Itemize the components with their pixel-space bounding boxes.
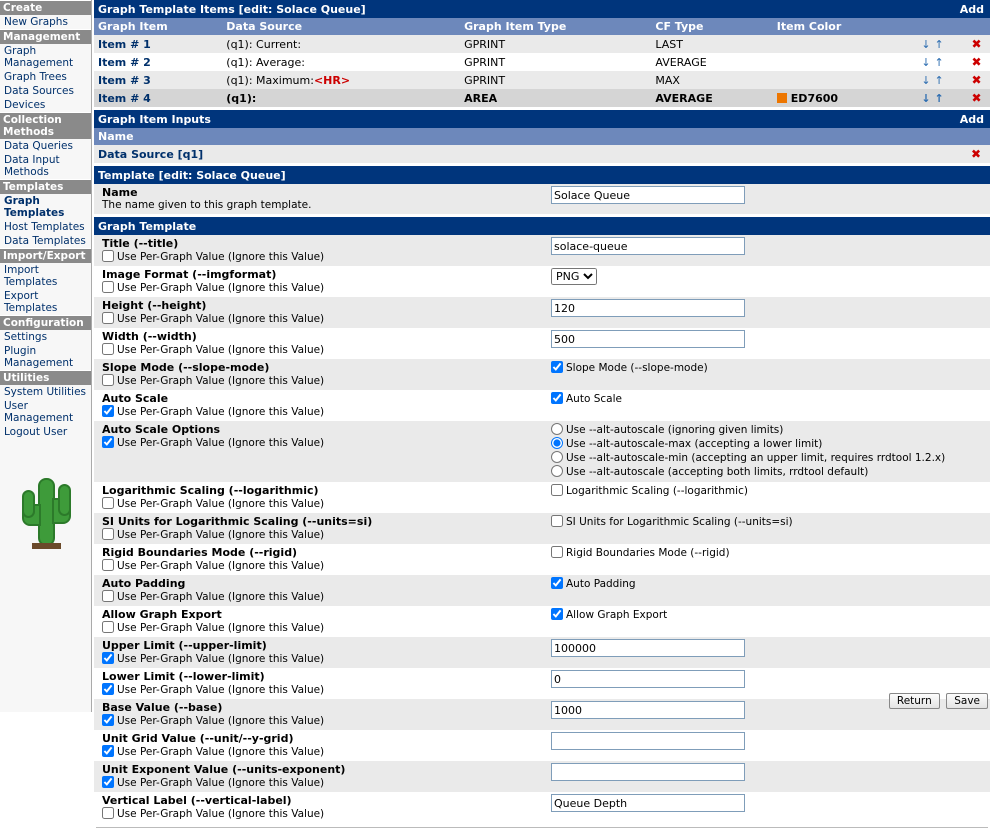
- table-row: [94, 71, 990, 89]
- input-width-width[interactable]: [551, 330, 745, 348]
- radio-input-0[interactable]: [551, 423, 563, 435]
- field-label: Allow Graph Export: [102, 608, 222, 621]
- graph-template-title: Graph Template: [98, 219, 197, 233]
- per-graph-value-toggle[interactable]: [98, 683, 324, 696]
- sidebar-item-graph-templates[interactable]: Graph Templates: [4, 195, 65, 219]
- checkbox-input-allow-graph-export[interactable]: [551, 608, 563, 620]
- graph-item-type-cell: GPRINT: [460, 35, 651, 53]
- col-name: Name: [94, 128, 962, 145]
- sidebar-item-data-input-methods[interactable]: Data Input Methods: [4, 154, 60, 178]
- field-row-vertical-label-vertical-label: [94, 792, 990, 823]
- per-graph-value-toggle[interactable]: [98, 807, 324, 820]
- checkbox-label: Allow Graph Export: [566, 609, 668, 621]
- per-graph-value-label: Use Per-Graph Value (Ignore this Value): [117, 622, 325, 634]
- sidebar-item-graph-management[interactable]: Graph Management: [4, 45, 74, 69]
- checkbox-input-rigid-boundaries-mode-rigid[interactable]: [551, 546, 563, 558]
- graph-item-inputs-title: Graph Item Inputs: [98, 112, 211, 126]
- radio-label: Use --alt-autoscale-max (accepting a lower limit): [566, 438, 823, 450]
- graph-item-inputs-table: [94, 110, 990, 163]
- field-control-cell: [547, 575, 990, 606]
- checkbox-allow-graph-export[interactable]: [551, 609, 667, 621]
- graph-template-items-header: [94, 0, 990, 18]
- field-label: Vertical Label (--vertical-label): [102, 794, 292, 807]
- field-row-base-value-base: [94, 699, 990, 730]
- per-graph-value-label: Use Per-Graph Value (Ignore this Value): [117, 653, 325, 665]
- checkbox-label: Logarithmic Scaling (--logarithmic): [566, 485, 748, 497]
- input-height-height[interactable]: [551, 299, 745, 317]
- field-label-cell: [94, 513, 547, 544]
- data-source-cell: [222, 53, 460, 71]
- radio-input-3[interactable]: [551, 465, 563, 477]
- field-label: Auto Scale Options: [102, 423, 221, 436]
- per-graph-value-toggle[interactable]: [98, 343, 324, 356]
- field-label: Slope Mode (--slope-mode): [102, 361, 270, 374]
- move-down-icon[interactable]: ↓: [921, 73, 931, 87]
- field-label-cell: [94, 699, 547, 730]
- per-graph-value-toggle[interactable]: [98, 590, 324, 603]
- data-source-text: (q1): Average:: [226, 55, 305, 69]
- per-graph-value-toggle[interactable]: [98, 621, 324, 634]
- field-label-cell: [94, 359, 547, 390]
- field-label: SI Units for Logarithmic Scaling (--units=si): [102, 515, 373, 528]
- field-label-cell: [94, 266, 547, 297]
- radio-label: Use --alt-autoscale (ignoring given limits): [566, 424, 784, 436]
- field-control-cell: [547, 421, 990, 482]
- graph-item-cell: [94, 71, 222, 89]
- per-graph-value-toggle[interactable]: [98, 374, 324, 387]
- field-control-cell: [547, 544, 990, 575]
- hr-marker: <HR>: [313, 73, 351, 87]
- reorder-cell: [902, 35, 963, 53]
- checkbox-si-units-for-logarithmic-scaling-units-si[interactable]: [551, 516, 793, 528]
- sidebar-item-host-templates[interactable]: Host Templates: [4, 221, 85, 233]
- sidebar-group-create: Create: [0, 0, 91, 15]
- per-graph-value-label: Use Per-Graph Value (Ignore this Value): [117, 684, 325, 696]
- delete-icon[interactable]: ✖: [971, 55, 982, 69]
- per-graph-value-checkbox[interactable]: [102, 745, 114, 757]
- col-graph-item-type: Graph Item Type: [460, 18, 651, 35]
- template-section-table: [94, 166, 990, 214]
- field-row-unit-grid-value-unit-y-grid: [94, 730, 990, 761]
- add-graph-item-input-link[interactable]: Add: [959, 112, 984, 126]
- field-label-cell: [94, 792, 547, 823]
- graph-item-inputs-column-headers: [94, 128, 990, 145]
- select-image-format-imgformat[interactable]: [551, 268, 597, 285]
- sidebar-item-settings[interactable]: Settings: [4, 331, 48, 343]
- template-section-header: [94, 166, 990, 184]
- field-label: Base Value (--base): [102, 701, 223, 714]
- field-label-cell: [94, 606, 547, 637]
- field-label: Unit Grid Value (--unit/--y-grid): [102, 732, 294, 745]
- sidebar-item-export-templates[interactable]: Export Templates: [4, 290, 58, 314]
- cf-type-cell: AVERAGE: [651, 53, 772, 71]
- field-control-cell: [547, 513, 990, 544]
- table-row: [94, 35, 990, 53]
- per-graph-value-checkbox[interactable]: [102, 312, 114, 324]
- input-vertical-label-vertical-label[interactable]: [551, 794, 745, 812]
- graph-item-type-cell: GPRINT: [460, 53, 651, 71]
- per-graph-value-label: Use Per-Graph Value (Ignore this Value): [117, 808, 325, 820]
- main-content: [92, 0, 992, 820]
- graph-template-header: [94, 217, 990, 235]
- delete-cell: [963, 89, 990, 107]
- field-label-cell: [94, 235, 547, 266]
- graph-item-link[interactable]: Item # 4: [98, 91, 151, 105]
- per-graph-value-checkbox[interactable]: [102, 436, 114, 448]
- radio-label: Use --alt-autoscale (accepting both limits, rrdtool default): [566, 466, 869, 478]
- per-graph-value-checkbox[interactable]: [102, 374, 114, 386]
- field-label: Logarithmic Scaling (--logarithmic): [102, 484, 319, 497]
- field-label: Auto Scale: [102, 392, 169, 405]
- sidebar-group-utilities: Utilities: [0, 370, 91, 385]
- graph-template-table: [94, 217, 990, 823]
- per-graph-value-toggle[interactable]: [98, 528, 324, 541]
- radio-option-2[interactable]: [551, 451, 986, 465]
- delete-icon[interactable]: ✖: [971, 73, 982, 87]
- field-label-cell: [94, 730, 547, 761]
- move-up-icon[interactable]: ↑: [934, 73, 944, 87]
- template-name-description: The name given to this graph template.: [102, 199, 312, 211]
- field-control-cell: [547, 266, 990, 297]
- per-graph-value-toggle[interactable]: [98, 281, 324, 294]
- input-base-value-base[interactable]: [551, 701, 745, 719]
- sidebar-group-configuration: Configuration: [0, 315, 91, 330]
- input-unit-grid-value-unit-y-grid[interactable]: [551, 732, 745, 750]
- template-section-title: Template [edit: Solace Queue]: [98, 168, 286, 182]
- field-control-cell: [547, 637, 990, 668]
- field-control-cell: [547, 235, 990, 266]
- field-control-cell: [547, 761, 990, 792]
- cf-type-cell: AVERAGE: [651, 89, 772, 107]
- checkbox-logarithmic-scaling-logarithmic[interactable]: [551, 485, 748, 497]
- checkbox-slope-mode-slope-mode[interactable]: [551, 362, 708, 374]
- field-label: Upper Limit (--upper-limit): [102, 639, 267, 652]
- template-name-row: [94, 184, 990, 214]
- table-row: [94, 53, 990, 71]
- delete-cell: [962, 145, 990, 163]
- per-graph-value-toggle[interactable]: [98, 312, 324, 325]
- per-graph-value-label: Use Per-Graph Value (Ignore this Value): [117, 313, 325, 325]
- data-source-text: (q1):: [226, 91, 257, 105]
- radio-option-1[interactable]: [551, 437, 986, 451]
- per-graph-value-label: Use Per-Graph Value (Ignore this Value): [117, 375, 325, 387]
- field-row-height-height: [94, 297, 990, 328]
- sidebar-group-import-export: Import/Export: [0, 248, 91, 263]
- per-graph-value-toggle[interactable]: [98, 714, 324, 727]
- move-down-icon[interactable]: ↓: [921, 55, 931, 69]
- field-row-title-title: [94, 235, 990, 266]
- sidebar-item-data-queries[interactable]: Data Queries: [4, 140, 73, 152]
- checkbox-input-logarithmic-scaling-logarithmic[interactable]: [551, 484, 563, 496]
- data-source-text: (q1): Maximum:: [226, 73, 314, 87]
- per-graph-value-checkbox[interactable]: [102, 714, 114, 726]
- per-graph-value-label: Use Per-Graph Value (Ignore this Value): [117, 344, 325, 356]
- sidebar-item-logout-user[interactable]: Logout User: [4, 426, 68, 438]
- per-graph-value-checkbox[interactable]: [102, 497, 114, 509]
- graph-item-link[interactable]: Item # 1: [98, 37, 151, 51]
- field-row-image-format-imgformat: [94, 266, 990, 297]
- field-control-cell: [547, 359, 990, 390]
- graph-template-items-title: Graph Template Items [edit: Solace Queue]: [98, 2, 366, 16]
- field-label-cell: [94, 421, 547, 482]
- col-data-source: Data Source: [222, 18, 460, 35]
- sidebar-item-data-templates[interactable]: Data Templates: [4, 235, 86, 247]
- graph-template-items-column-headers: [94, 18, 990, 35]
- per-graph-value-toggle[interactable]: [98, 405, 324, 418]
- move-up-icon[interactable]: ↑: [934, 55, 944, 69]
- reorder-cell: [902, 53, 963, 71]
- sidebar-item-system-utilities[interactable]: System Utilities: [4, 386, 87, 398]
- field-control-cell: [547, 328, 990, 359]
- input-lower-limit-lower-limit[interactable]: [551, 670, 745, 688]
- field-row-lower-limit-lower-limit: [94, 668, 990, 699]
- field-label-cell: [94, 668, 547, 699]
- per-graph-value-label: Use Per-Graph Value (Ignore this Value): [117, 406, 325, 418]
- field-label: Title (--title): [102, 237, 179, 250]
- checkbox-input-slope-mode-slope-mode[interactable]: [551, 361, 563, 373]
- per-graph-value-checkbox[interactable]: [102, 590, 114, 602]
- sidebar-item-import-templates[interactable]: Import Templates: [4, 264, 58, 288]
- graph-item-cell: [94, 35, 222, 53]
- add-graph-template-item-link[interactable]: Add: [959, 2, 984, 16]
- checkbox-input-auto-scale[interactable]: [551, 392, 563, 404]
- sidebar-item-plugin-management[interactable]: Plugin Management: [4, 345, 74, 369]
- checkbox-rigid-boundaries-mode-rigid[interactable]: [551, 547, 730, 559]
- field-label: Image Format (--imgformat): [102, 268, 277, 281]
- radio-input-1[interactable]: [551, 437, 563, 449]
- per-graph-value-toggle[interactable]: [98, 436, 324, 449]
- item-color-cell: [773, 35, 902, 53]
- field-label-cell: [94, 297, 547, 328]
- checkbox-label: Rigid Boundaries Mode (--rigid): [566, 547, 730, 559]
- field-label: Unit Exponent Value (--units-exponent): [102, 763, 346, 776]
- template-name-input[interactable]: [551, 186, 745, 204]
- graph-item-link[interactable]: Item # 3: [98, 73, 151, 87]
- col-cf-type: CF Type: [651, 18, 772, 35]
- cacti-logo: [0, 461, 91, 554]
- sidebar-item-graph-trees[interactable]: Graph Trees: [4, 71, 67, 83]
- per-graph-value-label: Use Per-Graph Value (Ignore this Value): [117, 746, 325, 758]
- field-label: Width (--width): [102, 330, 197, 343]
- per-graph-value-checkbox[interactable]: [102, 807, 114, 819]
- return-button[interactable]: Return: [889, 693, 940, 709]
- field-row-auto-padding: [94, 575, 990, 606]
- move-down-icon[interactable]: ↓: [921, 37, 931, 51]
- per-graph-value-checkbox[interactable]: [102, 281, 114, 293]
- template-name-label: Name: [102, 186, 138, 199]
- per-graph-value-label: Use Per-Graph Value (Ignore this Value): [117, 560, 325, 572]
- per-graph-value-checkbox[interactable]: [102, 652, 114, 664]
- col-graph-item: Graph Item: [94, 18, 222, 35]
- checkbox-label: Auto Padding: [566, 578, 636, 590]
- field-label: Rigid Boundaries Mode (--rigid): [102, 546, 298, 559]
- graph-item-cell: [94, 89, 222, 107]
- field-control-cell: [547, 390, 990, 421]
- per-graph-value-label: Use Per-Graph Value (Ignore this Value): [117, 777, 325, 789]
- data-source-text: (q1): Current:: [226, 37, 302, 51]
- checkbox-auto-scale[interactable]: [551, 393, 622, 405]
- field-label-cell: [94, 761, 547, 792]
- per-graph-value-toggle[interactable]: [98, 776, 324, 789]
- checkbox-input-si-units-for-logarithmic-scaling-units-si[interactable]: [551, 515, 563, 527]
- reorder-cell: [902, 71, 963, 89]
- graph-item-type-cell: GPRINT: [460, 71, 651, 89]
- checkbox-input-auto-padding[interactable]: [551, 577, 563, 589]
- radio-label: Use --alt-autoscale-min (accepting an upper limit, requires rrdtool 1.2.x): [566, 452, 946, 464]
- move-up-icon[interactable]: ↑: [934, 91, 944, 105]
- per-graph-value-label: Use Per-Graph Value (Ignore this Value): [117, 437, 325, 449]
- field-row-si-units-for-logarithmic-scaling-units-si: [94, 513, 990, 544]
- field-label-cell: [94, 637, 547, 668]
- field-row-auto-scale-options: [94, 421, 990, 482]
- color-swatch: [777, 93, 787, 103]
- per-graph-value-label: Use Per-Graph Value (Ignore this Value): [117, 282, 325, 294]
- delete-cell: [963, 35, 990, 53]
- field-row-allow-graph-export: [94, 606, 990, 637]
- per-graph-value-toggle[interactable]: [98, 652, 324, 665]
- field-control-cell: [547, 730, 990, 761]
- footer-buttons: [886, 693, 988, 709]
- template-name-label-cell: [94, 184, 547, 214]
- col-reorder: [902, 18, 963, 35]
- field-row-width-width: [94, 328, 990, 359]
- sidebar: [0, 0, 92, 712]
- save-button[interactable]: Save: [946, 693, 988, 709]
- field-label-cell: [94, 482, 547, 513]
- field-label-cell: [94, 544, 547, 575]
- per-graph-value-checkbox[interactable]: [102, 776, 114, 788]
- per-graph-value-label: Use Per-Graph Value (Ignore this Value): [117, 715, 325, 727]
- checkbox-label: Slope Mode (--slope-mode): [566, 362, 708, 374]
- graph-item-type-cell: AREA: [460, 89, 651, 107]
- input-name-cell: [94, 145, 962, 163]
- graph-item-cell: [94, 53, 222, 71]
- per-graph-value-toggle[interactable]: [98, 497, 324, 510]
- field-row-unit-exponent-value-units-exponent: [94, 761, 990, 792]
- per-graph-value-checkbox[interactable]: [102, 559, 114, 571]
- reorder-cell: [902, 89, 963, 107]
- per-graph-value-label: Use Per-Graph Value (Ignore this Value): [117, 498, 325, 510]
- field-control-cell: [547, 606, 990, 637]
- move-up-icon[interactable]: ↑: [934, 37, 944, 51]
- field-label-cell: [94, 328, 547, 359]
- field-label-cell: [94, 390, 547, 421]
- input-unit-exponent-value-units-exponent[interactable]: [551, 763, 745, 781]
- per-graph-value-label: Use Per-Graph Value (Ignore this Value): [117, 529, 325, 541]
- field-control-cell: [547, 297, 990, 328]
- per-graph-value-checkbox[interactable]: [102, 528, 114, 540]
- input-upper-limit-upper-limit[interactable]: [551, 639, 745, 657]
- field-label: Auto Padding: [102, 577, 186, 590]
- field-control-cell: [547, 482, 990, 513]
- per-graph-value-checkbox[interactable]: [102, 405, 114, 417]
- field-row-rigid-boundaries-mode-rigid: [94, 544, 990, 575]
- graph-item-inputs-header: [94, 110, 990, 128]
- field-label-cell: [94, 575, 547, 606]
- per-graph-value-label: Use Per-Graph Value (Ignore this Value): [117, 591, 325, 603]
- per-graph-value-label: Use Per-Graph Value (Ignore this Value): [117, 251, 325, 263]
- sidebar-group-templates: Templates: [0, 179, 91, 194]
- per-graph-value-checkbox[interactable]: [102, 343, 114, 355]
- per-graph-value-toggle[interactable]: [98, 559, 324, 572]
- radio-input-2[interactable]: [551, 451, 563, 463]
- sidebar-item-devices[interactable]: Devices: [4, 99, 46, 111]
- field-label: Height (--height): [102, 299, 207, 312]
- data-source-cell: [222, 89, 460, 107]
- item-color-cell: [773, 89, 902, 107]
- col-delete: [963, 18, 990, 35]
- data-source-cell: [222, 71, 460, 89]
- graph-template-items-table: [94, 0, 990, 107]
- delete-icon[interactable]: ✖: [971, 91, 982, 105]
- data-source-cell: [222, 35, 460, 53]
- col-item-color: Item Color: [773, 18, 902, 35]
- col-delete-input: [962, 128, 990, 145]
- per-graph-value-toggle[interactable]: [98, 745, 324, 758]
- item-color-cell: [773, 71, 902, 89]
- field-row-logarithmic-scaling-logarithmic: [94, 482, 990, 513]
- sidebar-item-new-graphs[interactable]: New Graphs: [4, 16, 68, 28]
- input-title-title[interactable]: [551, 237, 745, 255]
- sidebar-item-user-management[interactable]: User Management: [4, 400, 74, 424]
- item-color-cell: [773, 53, 902, 71]
- field-row-upper-limit-upper-limit: [94, 637, 990, 668]
- list-item: [94, 145, 990, 163]
- sidebar-group-collection-methods: Collection Methods: [0, 112, 91, 139]
- delete-cell: [963, 71, 990, 89]
- per-graph-value-toggle[interactable]: [98, 250, 324, 263]
- radio-option-0[interactable]: [551, 423, 986, 437]
- checkbox-auto-padding[interactable]: [551, 578, 636, 590]
- cf-type-cell: LAST: [651, 35, 772, 53]
- field-row-slope-mode-slope-mode: [94, 359, 990, 390]
- color-label: ED7600: [790, 91, 839, 105]
- radio-option-3[interactable]: [551, 465, 986, 479]
- field-control-cell: [547, 792, 990, 823]
- delete-icon[interactable]: ✖: [970, 147, 982, 161]
- per-graph-value-checkbox[interactable]: [102, 683, 114, 695]
- cf-type-cell: MAX: [651, 71, 772, 89]
- delete-cell: [963, 53, 990, 71]
- delete-icon[interactable]: ✖: [971, 37, 982, 51]
- field-label: Lower Limit (--lower-limit): [102, 670, 265, 683]
- field-row-auto-scale: [94, 390, 990, 421]
- move-down-icon[interactable]: ↓: [921, 91, 931, 105]
- per-graph-value-checkbox[interactable]: [102, 250, 114, 262]
- graph-item-input-link[interactable]: Data Source [q1]: [98, 147, 204, 161]
- sidebar-group-management: Management: [0, 29, 91, 44]
- template-name-input-cell: [547, 184, 990, 214]
- checkbox-label: Auto Scale: [566, 393, 622, 405]
- per-graph-value-checkbox[interactable]: [102, 621, 114, 633]
- sidebar-item-data-sources[interactable]: Data Sources: [4, 85, 74, 97]
- checkbox-label: SI Units for Logarithmic Scaling (--units=si): [566, 516, 793, 528]
- table-row: [94, 89, 990, 107]
- graph-item-link[interactable]: Item # 2: [98, 55, 151, 69]
